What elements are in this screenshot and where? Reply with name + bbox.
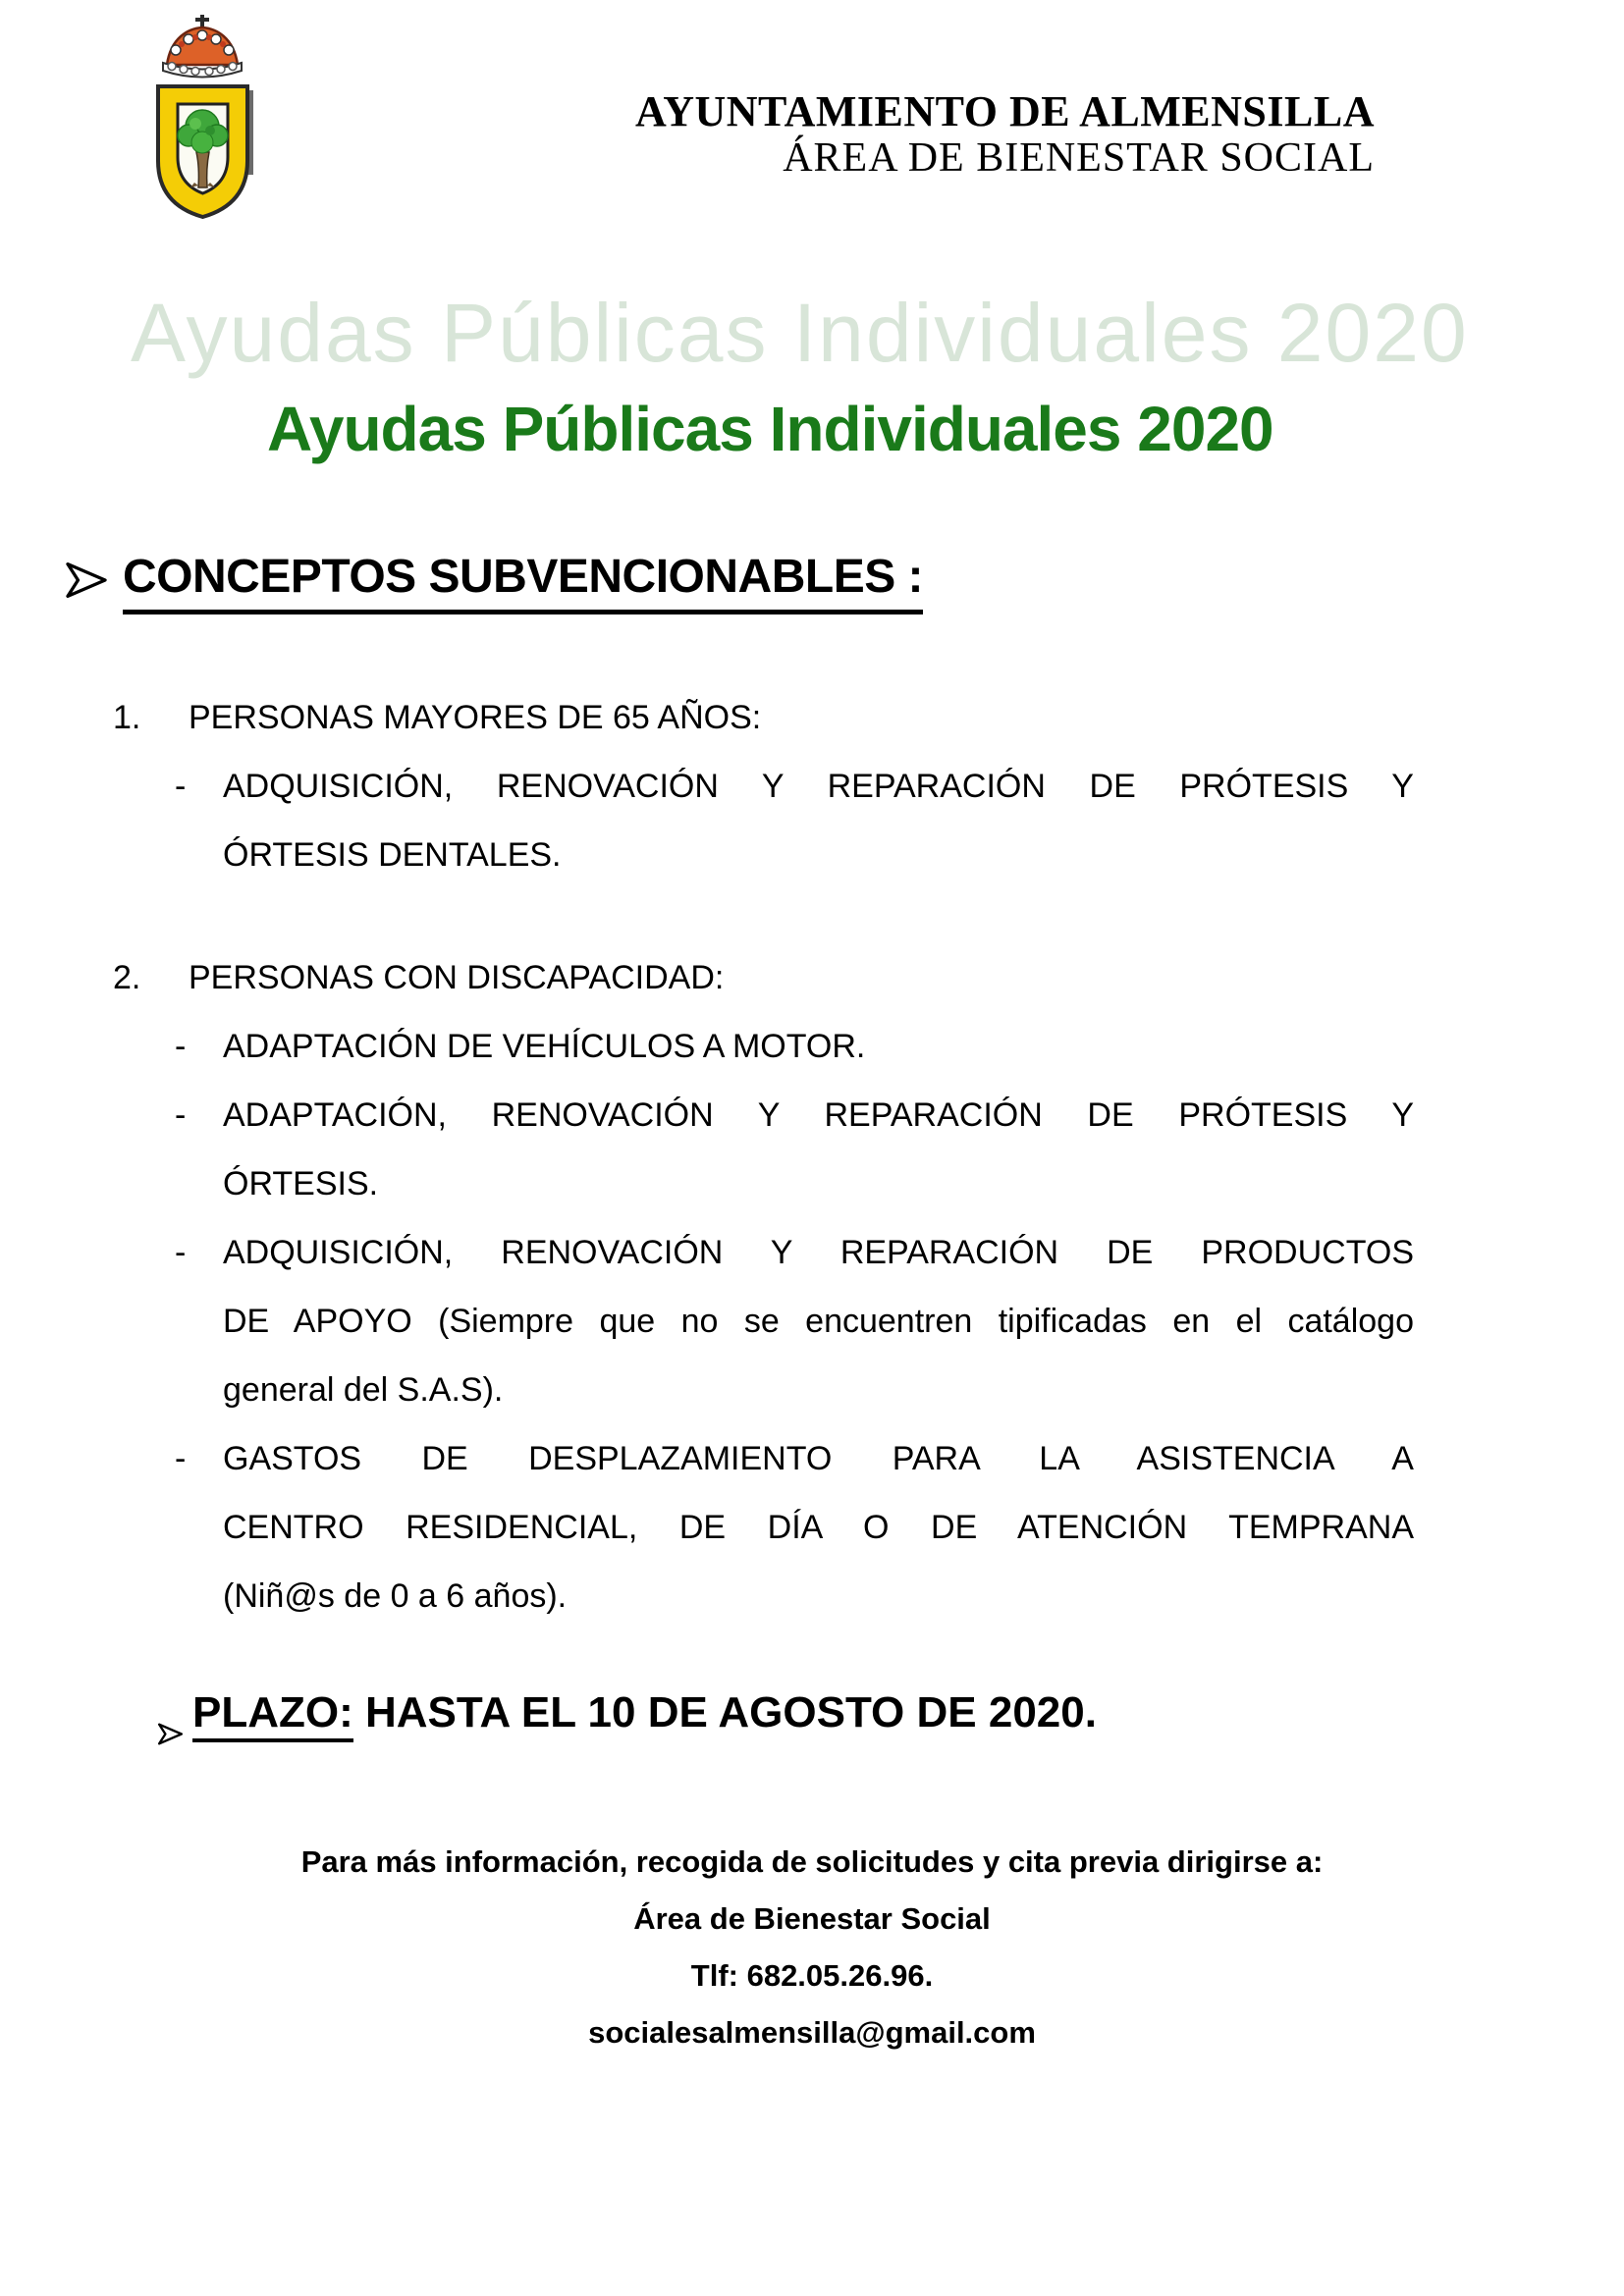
right-arrowhead-icon — [158, 1703, 183, 1760]
item-line: ADQUISICIÓN, RENOVACIÓN Y REPARACIÓN DE PRODUCTOS — [223, 1234, 1414, 1271]
org-department: ÁREA DE BIENESTAR SOCIAL — [783, 135, 1375, 181]
item-line: DE APOYO (Siempre que no se encuentren tipificadas en el catálogo — [223, 1303, 1414, 1340]
section — [64, 943, 1414, 1630]
plazo-label: PLAZO: — [192, 1688, 353, 1742]
right-arrowhead-icon — [66, 561, 107, 615]
concepts-heading: CONCEPTOS SUBVENCIONABLES : — [123, 550, 923, 614]
section-head — [64, 943, 1414, 1012]
section-title: PERSONAS MAYORES DE 65 AÑOS: — [189, 699, 762, 736]
concepts-heading-row — [64, 550, 1414, 614]
tree-trunk — [196, 152, 209, 187]
item-line: ÓRTESIS. — [223, 1165, 379, 1202]
sections-list — [64, 683, 1414, 1630]
dash-bullet: - — [175, 768, 187, 805]
item-lines — [223, 1218, 1414, 1424]
footer-line: socialesalmensilla@gmail.com — [588, 2015, 1036, 2050]
list-item — [64, 1012, 1414, 1081]
item-lines — [223, 1012, 1414, 1081]
plazo-value: HASTA EL 10 DE AGOSTO DE 2020. — [352, 1688, 1097, 1736]
item-line: ADAPTACIÓN, RENOVACIÓN Y REPARACIÓN DE PRÓTESIS Y — [223, 1096, 1414, 1134]
plazo-row — [64, 1684, 1414, 1741]
header-org — [635, 88, 1375, 181]
item-line: CENTRO RESIDENCIAL, DE DÍA O DE ATENCIÓN TEMPRANA — [223, 1509, 1414, 1546]
section-number: 1. — [113, 699, 141, 736]
watermark-title: Ayudas Públicas Individuales 2020 — [131, 287, 1469, 379]
section-head — [64, 683, 1414, 752]
item-lines — [223, 1081, 1414, 1218]
section-number: 2. — [113, 959, 141, 996]
item-line: ADQUISICIÓN, RENOVACIÓN Y REPARACIÓN DE PRÓTESIS Y — [223, 768, 1414, 805]
footer-line: Área de Bienestar Social — [633, 1901, 991, 1936]
item-line: ÓRTESIS DENTALES. — [223, 836, 562, 874]
item-line: GASTOS DE DESPLAZAMIENTO PARA LA ASISTENCIA A — [223, 1440, 1414, 1477]
item-line: general del S.A.S). — [223, 1371, 504, 1409]
crest-icon — [145, 14, 263, 228]
section-title: PERSONAS CON DISCAPACIDAD: — [189, 959, 725, 996]
item-lines — [223, 752, 1414, 889]
org-name: AYUNTAMIENTO DE ALMENSILLA — [634, 87, 1375, 135]
document-body — [64, 550, 1414, 1741]
footer — [0, 1834, 1624, 2061]
list-item — [64, 1424, 1414, 1630]
dash-bullet: - — [175, 1440, 187, 1477]
footer-line: Tlf: 682.05.26.96. — [690, 1958, 934, 1993]
list-item — [64, 1081, 1414, 1218]
section — [64, 683, 1414, 889]
dash-bullet: - — [175, 1096, 187, 1134]
footer-line: Para más información, recogida de solicitudes y cita previa dirigirse a: — [300, 1844, 1324, 1879]
almensilla-crest-logo — [145, 14, 263, 228]
dash-bullet: - — [175, 1234, 187, 1271]
list-item — [64, 752, 1414, 889]
page-title: Ayudas Públicas Individuales 2020 — [267, 394, 1273, 464]
list-item — [64, 1218, 1414, 1424]
item-lines — [223, 1424, 1414, 1630]
item-line: (Niñ@s de 0 a 6 años). — [223, 1577, 568, 1615]
dash-bullet: - — [175, 1028, 187, 1065]
item-line: ADAPTACIÓN DE VEHÍCULOS A MOTOR. — [223, 1028, 866, 1065]
